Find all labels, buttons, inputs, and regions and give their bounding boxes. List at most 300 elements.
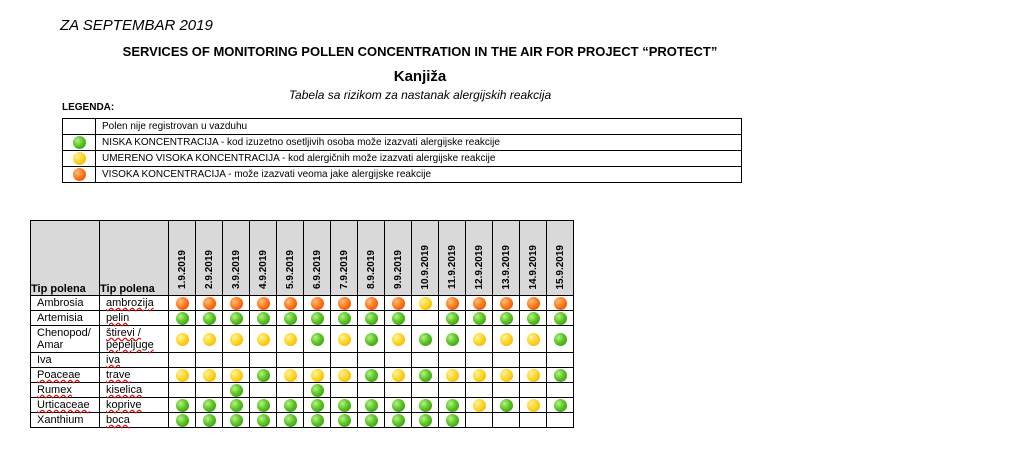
concentration-cell [547, 413, 574, 428]
concentration-cell [331, 368, 358, 383]
date-column-header [520, 221, 547, 296]
yellow-dot-icon [500, 333, 513, 346]
green-dot-icon [365, 369, 378, 382]
concentration-cell [520, 296, 547, 311]
concentration-cell [412, 311, 439, 326]
green-dot-icon [203, 414, 216, 427]
concentration-cell [439, 398, 466, 413]
pollen-local-name [100, 398, 169, 413]
report-period: ZA SEPTEMBAR 2019 [60, 17, 213, 34]
green-dot-icon [311, 414, 324, 427]
concentration-cell [250, 398, 277, 413]
concentration-cell [250, 368, 277, 383]
pollen-local-label: boca [106, 414, 130, 426]
pollen-latin-label: Artemisia [37, 312, 83, 324]
green-dot-icon [338, 414, 351, 427]
yellow-dot-icon [392, 369, 405, 382]
pollen-latin-label: Iva [37, 354, 52, 366]
green-dot-icon [230, 312, 243, 325]
concentration-cell [466, 383, 493, 398]
green-dot-icon [554, 369, 567, 382]
concentration-cell [493, 326, 520, 353]
date-label: 10.9.2019 [419, 244, 431, 289]
pollen-latin-label: Rumex [37, 384, 72, 396]
green-dot-icon [73, 136, 86, 149]
pollen-row [31, 353, 574, 368]
concentration-cell [223, 398, 250, 413]
green-dot-icon [419, 414, 432, 427]
green-dot-icon [176, 312, 189, 325]
legend-symbol [63, 135, 96, 151]
green-dot-icon [257, 312, 270, 325]
pollen-latin-label: Poaceae [37, 369, 81, 381]
date-label: 2.9.2019 [203, 250, 215, 289]
pollen-local-label: trave [106, 369, 131, 381]
concentration-cell [196, 398, 223, 413]
concentration-cell [520, 368, 547, 383]
concentration-cell [493, 413, 520, 428]
yellow-dot-icon [176, 333, 189, 346]
green-dot-icon [446, 312, 459, 325]
concentration-cell [385, 368, 412, 383]
green-dot-icon [230, 399, 243, 412]
concentration-cell [250, 353, 277, 368]
pollen-latin-name [31, 383, 100, 398]
green-dot-icon [527, 312, 540, 325]
green-dot-icon [230, 414, 243, 427]
concentration-cell [223, 383, 250, 398]
yellow-dot-icon [73, 152, 86, 165]
pollen-local-label: iva [106, 354, 121, 366]
yellow-dot-icon [338, 369, 351, 382]
pollen-local-label: koprive [106, 399, 142, 411]
concentration-cell [169, 398, 196, 413]
orange-dot-icon [311, 297, 324, 310]
concentration-cell [493, 311, 520, 326]
concentration-cell [466, 311, 493, 326]
pollen-risk-table [30, 220, 574, 428]
orange-dot-icon [392, 297, 405, 310]
pollen-local-label: pelin [106, 312, 130, 324]
concentration-cell [412, 383, 439, 398]
concentration-cell [358, 311, 385, 326]
pollen-latin-name [31, 311, 100, 326]
green-dot-icon [338, 312, 351, 325]
pollen-latin-name [31, 368, 100, 383]
concentration-cell [331, 311, 358, 326]
concentration-cell [358, 368, 385, 383]
table-subtitle: Tabela sa rizikom za nastanak alergijskih reakcija [288, 88, 552, 102]
concentration-cell [493, 398, 520, 413]
orange-dot-icon [554, 297, 567, 310]
date-label: 8.9.2019 [365, 250, 377, 289]
orange-dot-icon [284, 297, 297, 310]
legend-text: UMERENO VISOKA KONCENTRACIJA - kod alergičnih može izazvati alergijske reakcije [96, 151, 742, 167]
date-label: 14.9.2019 [527, 244, 539, 289]
orange-dot-icon [365, 297, 378, 310]
concentration-cell [196, 413, 223, 428]
pollen-row [31, 311, 574, 326]
green-dot-icon [446, 414, 459, 427]
orange-dot-icon [73, 168, 86, 181]
date-label: 6.9.2019 [311, 250, 323, 289]
pollen-row [31, 398, 574, 413]
date-label: 7.9.2019 [338, 250, 350, 289]
green-dot-icon [365, 414, 378, 427]
concentration-cell [385, 326, 412, 353]
concentration-cell [169, 311, 196, 326]
green-dot-icon [284, 312, 297, 325]
yellow-dot-icon [446, 369, 459, 382]
concentration-cell [304, 311, 331, 326]
orange-dot-icon [257, 297, 270, 310]
concentration-cell [304, 326, 331, 353]
concentration-cell [331, 326, 358, 353]
green-dot-icon [311, 384, 324, 397]
concentration-cell [412, 353, 439, 368]
concentration-cell [277, 296, 304, 311]
yellow-dot-icon [527, 399, 540, 412]
concentration-cell [520, 353, 547, 368]
yellow-dot-icon [203, 369, 216, 382]
date-label: 1.9.2019 [176, 250, 188, 289]
concentration-cell [358, 413, 385, 428]
yellow-dot-icon [527, 333, 540, 346]
date-column-header [250, 221, 277, 296]
pollen-row [31, 296, 574, 311]
concentration-cell [439, 383, 466, 398]
concentration-cell [358, 398, 385, 413]
concentration-cell [277, 326, 304, 353]
concentration-cell [439, 368, 466, 383]
concentration-cell [277, 311, 304, 326]
legend-row [63, 151, 742, 167]
concentration-cell [331, 353, 358, 368]
pollen-local-label: kiselica [106, 384, 143, 396]
concentration-cell [169, 326, 196, 353]
green-dot-icon [446, 399, 459, 412]
concentration-cell [196, 368, 223, 383]
concentration-cell [196, 296, 223, 311]
yellow-dot-icon [230, 369, 243, 382]
concentration-cell [547, 383, 574, 398]
concentration-cell [304, 383, 331, 398]
pollen-row [31, 368, 574, 383]
pollen-local-name [100, 353, 169, 368]
concentration-cell [466, 398, 493, 413]
concentration-cell [493, 383, 520, 398]
concentration-cell [223, 413, 250, 428]
concentration-cell [385, 296, 412, 311]
concentration-cell [466, 368, 493, 383]
green-dot-icon [338, 399, 351, 412]
pollen-local-name [100, 413, 169, 428]
concentration-cell [223, 296, 250, 311]
yellow-dot-icon [284, 369, 297, 382]
legend-row [63, 135, 742, 151]
concentration-cell [358, 383, 385, 398]
date-column-header [277, 221, 304, 296]
concentration-cell [520, 326, 547, 353]
pollen-latin-label: Urticaceae [37, 399, 90, 411]
concentration-cell [547, 296, 574, 311]
city-name: Kanjiža [393, 68, 447, 85]
yellow-dot-icon [500, 369, 513, 382]
green-dot-icon [392, 312, 405, 325]
concentration-cell [547, 398, 574, 413]
concentration-cell [385, 413, 412, 428]
concentration-cell [547, 353, 574, 368]
yellow-dot-icon [527, 369, 540, 382]
pollen-local-name [100, 383, 169, 398]
concentration-cell [331, 296, 358, 311]
green-dot-icon [392, 414, 405, 427]
concentration-cell [547, 326, 574, 353]
date-column-header [439, 221, 466, 296]
yellow-dot-icon [203, 333, 216, 346]
legend-row [63, 167, 742, 183]
concentration-cell [520, 383, 547, 398]
yellow-dot-icon [473, 369, 486, 382]
pollen-local-name [100, 296, 169, 311]
yellow-dot-icon [230, 333, 243, 346]
green-dot-icon [230, 384, 243, 397]
legend-text: NISKA KONCENTRACIJA - kod izuzetno osetljivih osoba može izazvati alergijske reakcije [96, 135, 742, 151]
pollen-latin-name [31, 296, 100, 311]
date-column-header [466, 221, 493, 296]
legend-table [62, 118, 742, 183]
pollen-local-name [100, 326, 169, 353]
concentration-cell [223, 353, 250, 368]
concentration-cell [547, 311, 574, 326]
concentration-cell [358, 296, 385, 311]
concentration-cell [277, 353, 304, 368]
concentration-cell [331, 398, 358, 413]
concentration-cell [277, 368, 304, 383]
orange-dot-icon [230, 297, 243, 310]
concentration-cell [250, 326, 277, 353]
date-label: 15.9.2019 [554, 244, 566, 289]
date-column-header [358, 221, 385, 296]
green-dot-icon [176, 414, 189, 427]
pollen-latin-name [31, 413, 100, 428]
concentration-cell [520, 398, 547, 413]
concentration-cell [493, 353, 520, 368]
concentration-cell [385, 311, 412, 326]
pollen-row [31, 413, 574, 428]
date-column-header [412, 221, 439, 296]
concentration-cell [196, 383, 223, 398]
concentration-cell [520, 311, 547, 326]
date-label: 13.9.2019 [500, 244, 512, 289]
concentration-cell [331, 413, 358, 428]
pollen-latin-label: Xanthium [37, 414, 84, 426]
concentration-cell [223, 326, 250, 353]
pollen-row [31, 383, 574, 398]
green-dot-icon [554, 312, 567, 325]
green-dot-icon [473, 312, 486, 325]
concentration-cell [412, 398, 439, 413]
concentration-cell [250, 311, 277, 326]
orange-dot-icon [338, 297, 351, 310]
concentration-cell [277, 413, 304, 428]
date-label: 12.9.2019 [473, 244, 485, 289]
concentration-cell [250, 296, 277, 311]
concentration-cell [304, 398, 331, 413]
green-dot-icon [365, 312, 378, 325]
yellow-dot-icon [473, 333, 486, 346]
green-dot-icon [284, 399, 297, 412]
legend-text: VISOKA KONCENTRACIJA - može izazvati veoma jake alergijske reakcije [96, 167, 742, 183]
concentration-cell [250, 383, 277, 398]
date-column-header [493, 221, 520, 296]
date-column-header [385, 221, 412, 296]
concentration-cell [358, 353, 385, 368]
concentration-cell [304, 353, 331, 368]
report-title: SERVICES OF MONITORING POLLEN CONCENTRATION IN THE AIR FOR PROJECT “PROTECT” [122, 44, 718, 59]
concentration-cell [493, 296, 520, 311]
concentration-cell [169, 383, 196, 398]
pollen-local-label: ambrozija [106, 297, 154, 309]
green-dot-icon [284, 414, 297, 427]
concentration-cell [412, 296, 439, 311]
concentration-cell [385, 383, 412, 398]
green-dot-icon [311, 399, 324, 412]
concentration-cell [169, 353, 196, 368]
green-dot-icon [203, 312, 216, 325]
orange-dot-icon [176, 297, 189, 310]
concentration-cell [277, 398, 304, 413]
green-dot-icon [365, 333, 378, 346]
yellow-dot-icon [419, 297, 432, 310]
concentration-cell [439, 413, 466, 428]
legend-symbol [63, 167, 96, 183]
date-label: 9.9.2019 [392, 250, 404, 289]
concentration-cell [169, 368, 196, 383]
yellow-dot-icon [284, 333, 297, 346]
green-dot-icon [500, 312, 513, 325]
date-column-header [169, 221, 196, 296]
date-column-header [331, 221, 358, 296]
concentration-cell [439, 353, 466, 368]
concentration-cell [304, 413, 331, 428]
green-dot-icon [365, 399, 378, 412]
green-dot-icon [446, 333, 459, 346]
date-column-header [547, 221, 574, 296]
date-column-header [304, 221, 331, 296]
concentration-cell [439, 311, 466, 326]
concentration-cell [385, 398, 412, 413]
concentration-cell [223, 368, 250, 383]
pollen-row [31, 326, 574, 353]
orange-dot-icon [446, 297, 459, 310]
header-pollen-type-local: Tip polena [100, 221, 169, 296]
green-dot-icon [392, 399, 405, 412]
pollen-local-name [100, 311, 169, 326]
green-dot-icon [203, 399, 216, 412]
concentration-cell [223, 311, 250, 326]
concentration-cell [520, 413, 547, 428]
concentration-cell [196, 326, 223, 353]
orange-dot-icon [527, 297, 540, 310]
concentration-cell [250, 413, 277, 428]
concentration-cell [331, 383, 358, 398]
legend-symbol [63, 119, 96, 135]
green-dot-icon [500, 399, 513, 412]
green-dot-icon [257, 399, 270, 412]
concentration-cell [277, 383, 304, 398]
green-dot-icon [311, 333, 324, 346]
concentration-cell [439, 326, 466, 353]
concentration-cell [493, 368, 520, 383]
concentration-cell [385, 353, 412, 368]
orange-dot-icon [473, 297, 486, 310]
pollen-latin-name [31, 326, 100, 353]
legend-row [63, 119, 742, 135]
concentration-cell [466, 353, 493, 368]
green-dot-icon [257, 414, 270, 427]
date-label: 11.9.2019 [446, 245, 458, 289]
orange-dot-icon [203, 297, 216, 310]
date-label: 4.9.2019 [257, 250, 269, 289]
date-label: 3.9.2019 [230, 250, 242, 289]
pollen-latin-label: Ambrosia [37, 297, 84, 309]
yellow-dot-icon [257, 333, 270, 346]
header-pollen-type-latin: Tip polena [31, 221, 100, 296]
concentration-cell [196, 311, 223, 326]
concentration-cell [466, 296, 493, 311]
legend-text: Polen nije registrovan u vazduhu [96, 119, 742, 135]
green-dot-icon [419, 369, 432, 382]
concentration-cell [358, 326, 385, 353]
date-column-header [196, 221, 223, 296]
concentration-cell [304, 368, 331, 383]
concentration-cell [412, 413, 439, 428]
green-dot-icon [257, 369, 270, 382]
green-dot-icon [554, 333, 567, 346]
legend-label: LEGENDA: [62, 102, 115, 113]
yellow-dot-icon [311, 369, 324, 382]
concentration-cell [196, 353, 223, 368]
concentration-cell [412, 326, 439, 353]
concentration-cell [439, 296, 466, 311]
concentration-cell [304, 296, 331, 311]
pollen-local-name [100, 368, 169, 383]
green-dot-icon [419, 399, 432, 412]
yellow-dot-icon [392, 333, 405, 346]
pollen-latin-name [31, 398, 100, 413]
pollen-latin-label: Chenopod/ Amar [37, 327, 91, 351]
concentration-cell [466, 326, 493, 353]
concentration-cell [412, 368, 439, 383]
yellow-dot-icon [176, 369, 189, 382]
date-column-header [223, 221, 250, 296]
pollen-latin-name [31, 353, 100, 368]
pollen-local-label: štirevi / pepeljuge [106, 327, 154, 351]
legend-symbol [63, 151, 96, 167]
date-label: 5.9.2019 [284, 250, 296, 289]
concentration-cell [169, 413, 196, 428]
yellow-dot-icon [473, 399, 486, 412]
green-dot-icon [419, 333, 432, 346]
concentration-cell [466, 413, 493, 428]
green-dot-icon [554, 399, 567, 412]
yellow-dot-icon [338, 333, 351, 346]
green-dot-icon [311, 312, 324, 325]
orange-dot-icon [500, 297, 513, 310]
concentration-cell [169, 296, 196, 311]
green-dot-icon [176, 399, 189, 412]
